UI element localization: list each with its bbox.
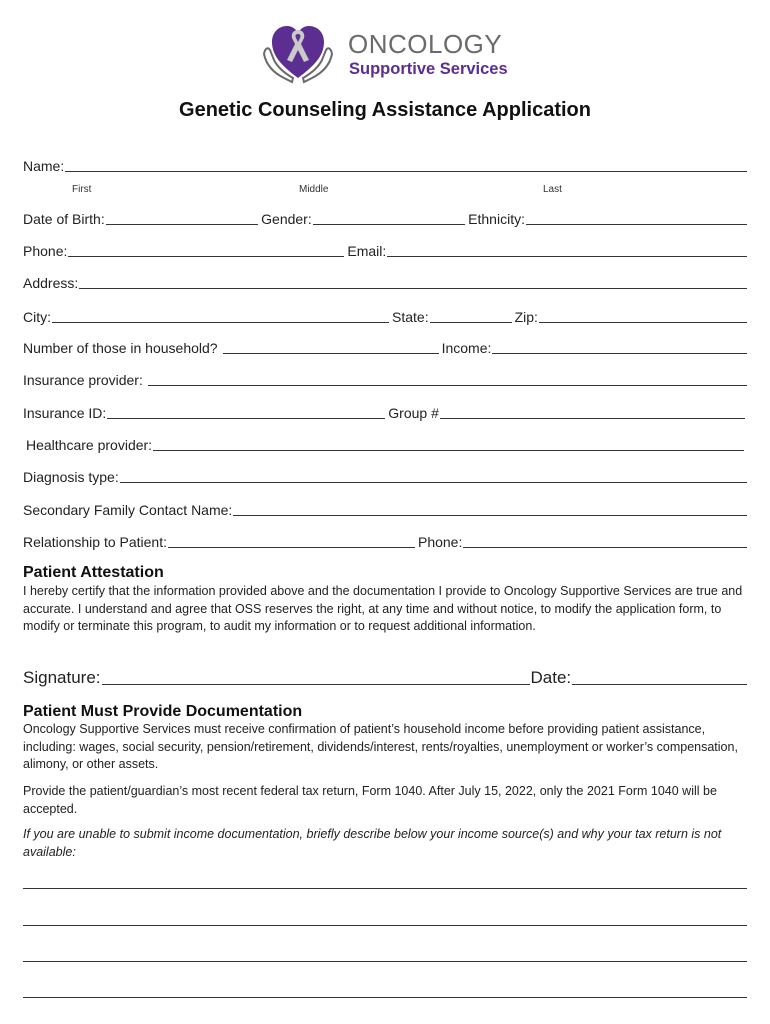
phone2-field[interactable]: [463, 547, 747, 548]
dob-field[interactable]: [106, 224, 258, 225]
logo-bottom-text: Supportive Services: [349, 60, 508, 78]
name-row: [23, 158, 747, 174]
documentation-paragraph-3: If you are unable to submit income documentation, briefly describe below your income source(s) and why your tax return is not available:: [23, 827, 722, 859]
phone-email-row: [23, 243, 747, 259]
writein-line-3[interactable]: [23, 961, 747, 962]
ethnicity-field[interactable]: [526, 224, 747, 225]
relationship-row: [23, 534, 747, 550]
page-title: Genetic Counseling Assistance Application: [179, 99, 591, 121]
diagnosis-row: [23, 469, 747, 485]
name-first-caption: First: [72, 184, 92, 195]
healthcare-provider-row: [26, 437, 744, 453]
insurance-id-label: Insurance ID:: [23, 405, 107, 421]
signature-label: Signature:: [23, 668, 101, 687]
healthcare-provider-label: Healthcare provider:: [26, 437, 153, 453]
insurance-id-row: [23, 405, 745, 421]
logo-top-text: ONCOLOGY: [348, 29, 503, 59]
writein-line-2[interactable]: [23, 925, 747, 926]
dob-label: Date of Birth:: [23, 211, 105, 227]
diagnosis-field[interactable]: [120, 482, 747, 483]
ethnicity-label: Ethnicity:: [468, 211, 525, 227]
zip-label: Zip:: [514, 309, 538, 325]
insurance-provider-label: Insurance provider:: [23, 372, 143, 388]
income-field[interactable]: [492, 353, 747, 354]
city-field[interactable]: [52, 322, 389, 323]
name-middle-caption: Middle: [299, 184, 329, 195]
name-field[interactable]: [65, 171, 747, 172]
phone-field[interactable]: [68, 256, 344, 257]
group-label: Group #: [388, 405, 439, 421]
diagnosis-label: Diagnosis type:: [23, 469, 119, 485]
name-label: Name:: [23, 158, 65, 174]
state-field[interactable]: [430, 322, 512, 323]
household-label: Number of those in household?: [23, 340, 218, 356]
insurance-id-field[interactable]: [107, 418, 385, 419]
address-field[interactable]: [79, 288, 747, 289]
household-row: [23, 340, 747, 356]
ribbon-heart-hands-icon: [262, 20, 334, 86]
date-field[interactable]: [572, 684, 747, 685]
phone2-label: Phone:: [417, 534, 463, 550]
zip-field[interactable]: [539, 322, 747, 323]
signature-field[interactable]: [102, 684, 530, 685]
documentation-paragraph-1: Oncology Supportive Services must receive confirmation of patient’s household income before providing patient assistance, including: wages, social security, pension/retirement, dividends/interest, rents/royalties, unemployment or worker’s compensation, alimony, or other assets.: [23, 722, 738, 771]
city-row: [23, 309, 747, 325]
address-label: Address:: [23, 275, 79, 291]
relationship-field[interactable]: [168, 547, 415, 548]
healthcare-provider-field[interactable]: [153, 450, 744, 451]
oss-logo: [262, 20, 512, 86]
state-label: State:: [392, 309, 429, 325]
address-row: [23, 275, 747, 291]
attestation-heading: Patient Attestation: [23, 564, 164, 581]
secondary-contact-label: Secondary Family Contact Name:: [23, 502, 233, 518]
gender-field[interactable]: [313, 224, 465, 225]
household-field[interactable]: [223, 353, 439, 354]
insurance-provider-row: [23, 372, 747, 388]
documentation-paragraph-2: Provide the patient/guardian’s most recent federal tax return, Form 1040. After July 15, 2022, only the 2021 Form 1040 will be accepted.: [23, 784, 717, 816]
phone-label: Phone:: [23, 243, 68, 259]
relationship-label: Relationship to Patient:: [23, 534, 167, 550]
name-last-caption: Last: [543, 184, 562, 195]
email-label: Email:: [347, 243, 387, 259]
city-label: City:: [23, 309, 51, 325]
signature-row: [23, 668, 747, 688]
date-label: Date:: [530, 668, 572, 687]
gender-label: Gender:: [261, 211, 312, 227]
email-field[interactable]: [387, 256, 747, 257]
insurance-provider-field[interactable]: [148, 385, 747, 386]
documentation-heading: Patient Must Provide Documentation: [23, 703, 303, 720]
secondary-contact-row: [23, 502, 747, 518]
writein-line-1[interactable]: [23, 888, 747, 889]
attestation-text: I hereby certify that the information provided above and the documentation I provide to Oncology Supportive Services are true and accurate. I understand and agree that OSS reserves the right, at any time and without notice, to modify the application form, to modify or terminate this program, to audit my information or to request additional information.: [23, 584, 743, 633]
secondary-contact-field[interactable]: [233, 515, 747, 516]
group-field[interactable]: [440, 418, 745, 419]
writein-line-4[interactable]: [23, 997, 747, 998]
income-label: Income:: [441, 340, 492, 356]
dob-row: [23, 211, 747, 227]
